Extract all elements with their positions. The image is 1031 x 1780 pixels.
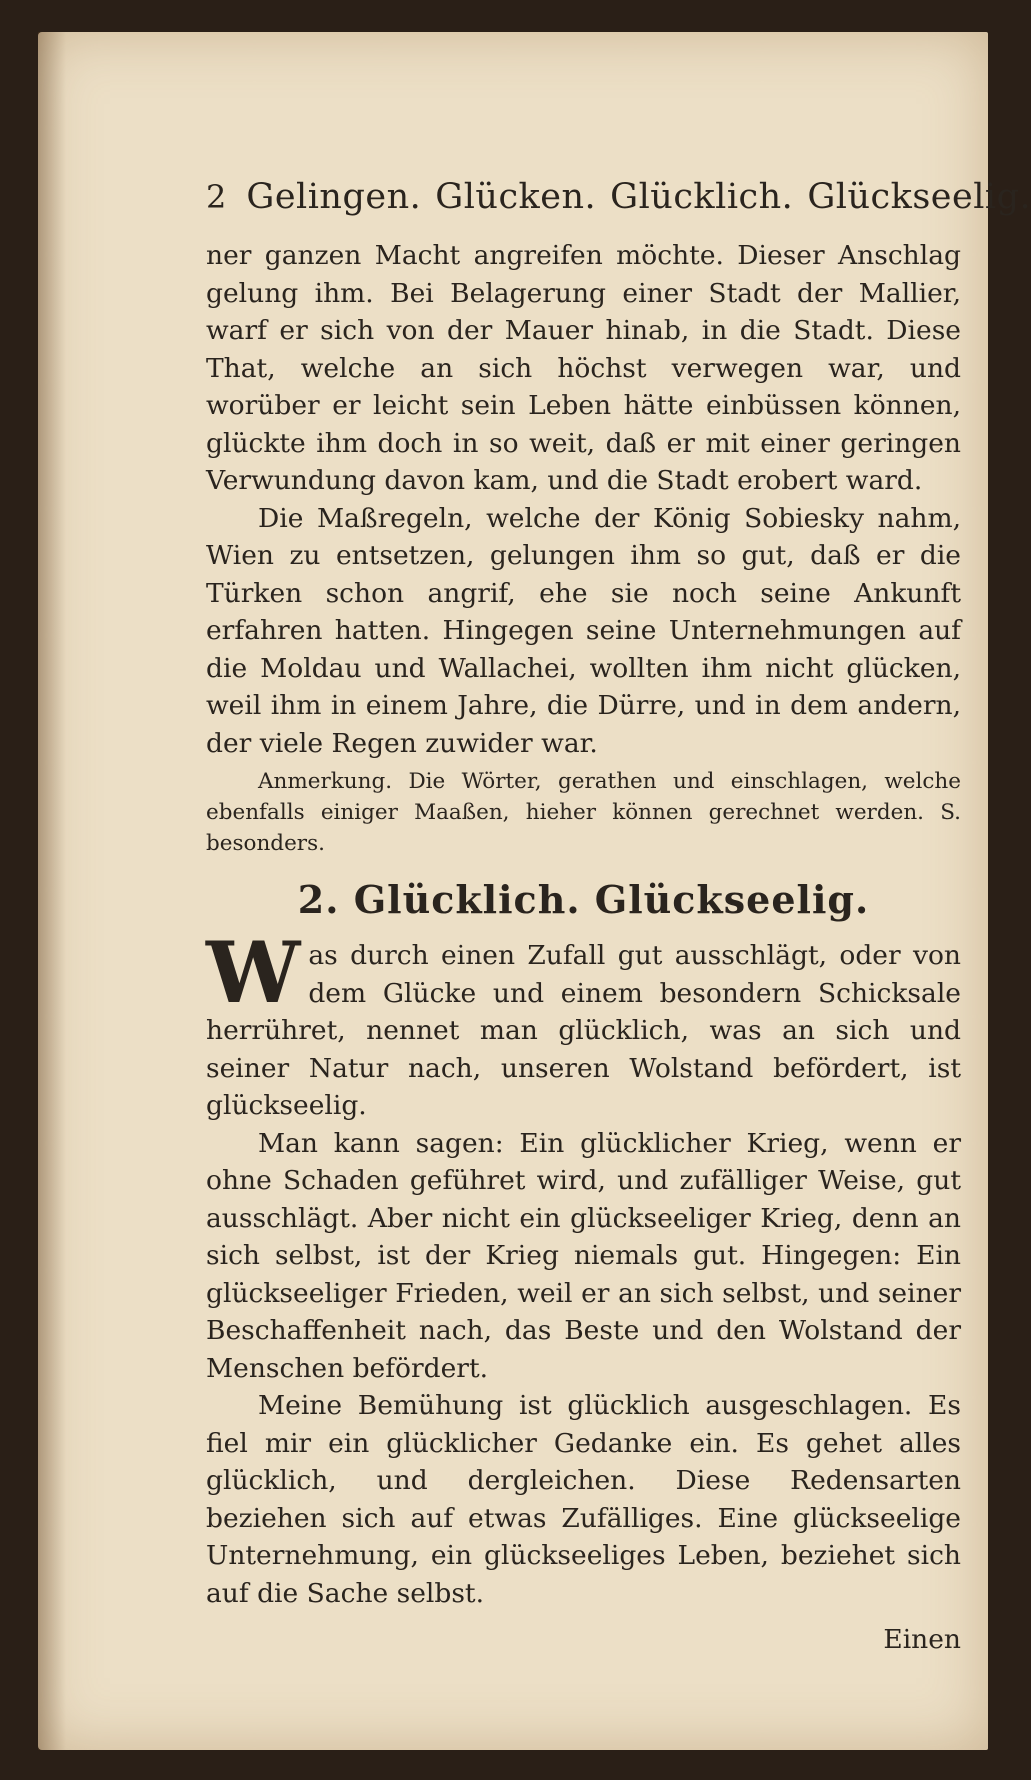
header-word-gluecklich: Glücklich. bbox=[610, 177, 794, 217]
paragraph-1: ner ganzen Macht angreifen möchte. Dieser Anschlag gelung ihm. Bei Belagerung einer Stadt der Mallier, warf er sich von der Mauer hinab, in die Stadt. Diese That, welche an sich höchst verwegen war, und worüber er leicht sein Leben hätte einbüssen können, glückte ihm doch in so weit, daß er mit einer geringen Verwundung davon kam, und die Stadt erobert ward. bbox=[206, 240, 961, 496]
book-page bbox=[38, 32, 1031, 1750]
paragraph-4: Man kann sagen: Ein glücklicher Krieg, wenn er ohne Schaden geführet wird, und zufälliger Weise, gut ausschlägt. Aber nicht ein glückseeliger Krieg, denn an sich selbst, ist der Krieg niemals gut. Hingegen: Ein glückseeliger Frieden, weil er an sich selbst, und seiner Beschaffenheit nach, das Beste und den Wolstand der Menschen befördert. bbox=[206, 1127, 961, 1384]
page-content bbox=[206, 167, 1031, 1660]
running-header bbox=[206, 167, 1031, 227]
header-word-gluecken: Glücken. bbox=[435, 177, 597, 217]
page-gutter-shadow bbox=[38, 32, 66, 1750]
annotation-note: Anmerkung. Die Wörter, gerathen und einschlagen, welche ebenfalls einiger Maaßen, hieher können gerechnet werden. S. besonders. bbox=[206, 769, 961, 856]
drop-cap: W bbox=[206, 923, 301, 1022]
header-word-glueckseelig: Glückseelig. bbox=[807, 177, 1031, 217]
header-word-gelingen: Gelingen. bbox=[246, 177, 422, 217]
paragraph-3 bbox=[206, 923, 961, 1125]
page-number: 2 bbox=[206, 178, 227, 216]
catchword: Einen bbox=[883, 1624, 961, 1655]
section-title: 2. Glücklich. Glückseelig. bbox=[297, 877, 870, 922]
paragraph-2: Die Maßregeln, welche der König Sobiesky nahm, Wien zu entsetzen, gelungen ihm so gut, daß er die Türken schon angrif, ehe sie noch seine Ankunft erfahren hatten. Hingegen seine Unternehmungen auf die Moldau und Wallachei, wollten ihm nicht glücken, weil ihm in einem Jahre, die Dürre, und in dem andern, der viele Regen zuwider war. bbox=[206, 502, 961, 759]
paragraph-5: Meine Bemühung ist glücklich ausgeschlagen. Es fiel mir ein glücklicher Gedanke ein. Es gehet alles glücklich, und dergleichen. Diese Redensarten beziehen sich auf etwas Zufälliges. Eine glückseelige Unternehmung, ein glückseeliges Leben, beziehet sich auf die Sache selbst. bbox=[206, 1390, 961, 1609]
paragraph-3-text: as durch einen Zufall gut ausschlägt, oder von dem Glücke und einem besondern Schicksale herrühret, nennet man glücklich, was an sich und seiner Natur nach, unseren Wolstand befördert, ist glückseelig. bbox=[206, 940, 961, 1121]
